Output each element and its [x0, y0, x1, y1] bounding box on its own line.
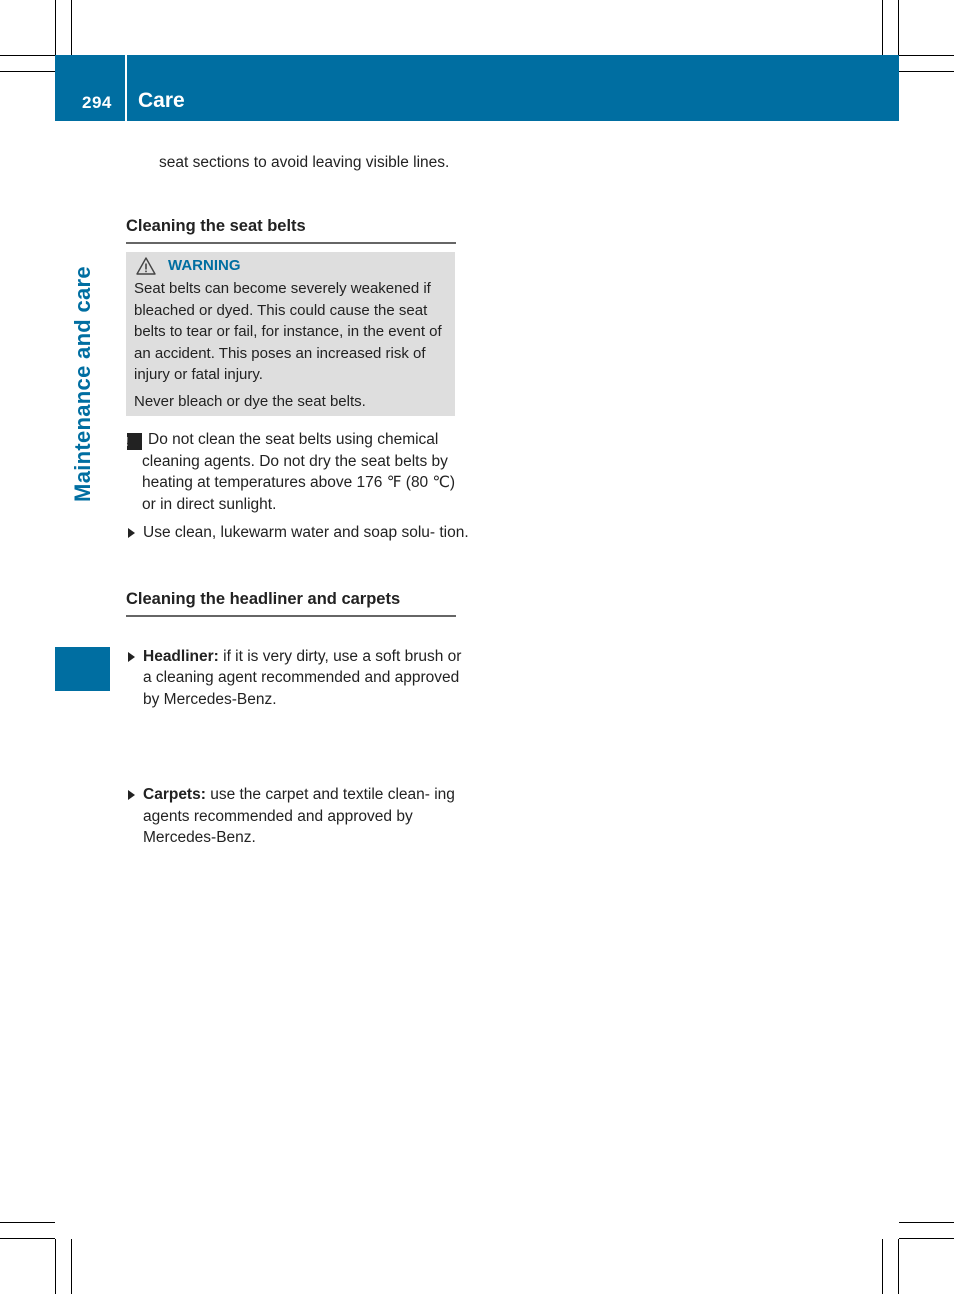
page-number: 294	[82, 93, 112, 112]
crop-mark	[71, 1239, 72, 1294]
step-label: Carpets:	[143, 786, 206, 803]
step-text: Use clean, lukewarm water and soap solu- tion.	[143, 524, 469, 541]
crop-mark	[899, 1238, 954, 1239]
crop-mark	[55, 0, 56, 55]
page-header	[55, 55, 899, 121]
list-item	[126, 784, 473, 849]
crop-mark	[71, 0, 72, 55]
header-divider	[125, 55, 127, 121]
bullet-arrow-icon	[128, 652, 135, 662]
side-tab-marker	[55, 647, 110, 691]
warning-box	[126, 252, 455, 416]
section-title: Care	[138, 89, 185, 112]
crop-mark	[898, 1239, 899, 1294]
heading-headliner-carpets: Cleaning the headliner and carpets	[126, 589, 456, 617]
note-text: Do not clean the seat belts using chemical cleaning agents. Do not dry the seat belts by heating at temperatures above 176 ℉ (80 ℃) or in direct sunlight.	[142, 431, 456, 513]
crop-mark	[899, 71, 954, 72]
intro-paragraph: seat sections to avoid leaving visible lines.	[159, 154, 450, 171]
crop-mark	[899, 1222, 954, 1223]
list-item	[126, 522, 473, 544]
warning-instruction: Never bleach or dye the seat belts.	[134, 392, 366, 410]
crop-mark	[0, 1238, 55, 1239]
step-text: use the carpet and textile clean- ing agents recommended and approved by Mercedes-Benz.	[143, 786, 455, 846]
crop-mark	[899, 55, 954, 56]
exclamation-icon: !	[127, 433, 142, 450]
crop-mark	[0, 71, 55, 72]
crop-mark	[0, 1222, 55, 1223]
crop-mark	[882, 1239, 883, 1294]
crop-mark	[882, 0, 883, 55]
warning-text: Seat belts can become severely weakened if bleached or dyed. This could cause the seat belts to tear or fail, for instance, in the event of an accident. This poses an increased risk of injury or fatal injury.	[134, 280, 442, 383]
crop-mark	[898, 0, 899, 55]
note-paragraph	[126, 429, 456, 515]
warning-triangle-icon	[136, 257, 156, 275]
crop-mark	[55, 1239, 56, 1294]
bullet-arrow-icon	[128, 790, 135, 800]
step-text: if it is very dirty, use a soft brush or a cleaning agent recommended and approved by Mercedes-Benz.	[143, 647, 462, 708]
bullet-arrow-icon	[128, 528, 135, 538]
side-tab	[55, 120, 110, 647]
side-tab-label: Maintenance and care	[69, 265, 95, 502]
warning-label: WARNING	[168, 257, 241, 275]
warning-header	[134, 254, 447, 278]
crop-mark	[0, 55, 55, 56]
list-item	[126, 646, 473, 711]
heading-seat-belts: Cleaning the seat belts	[126, 216, 456, 244]
step-label: Headliner:	[143, 647, 219, 665]
